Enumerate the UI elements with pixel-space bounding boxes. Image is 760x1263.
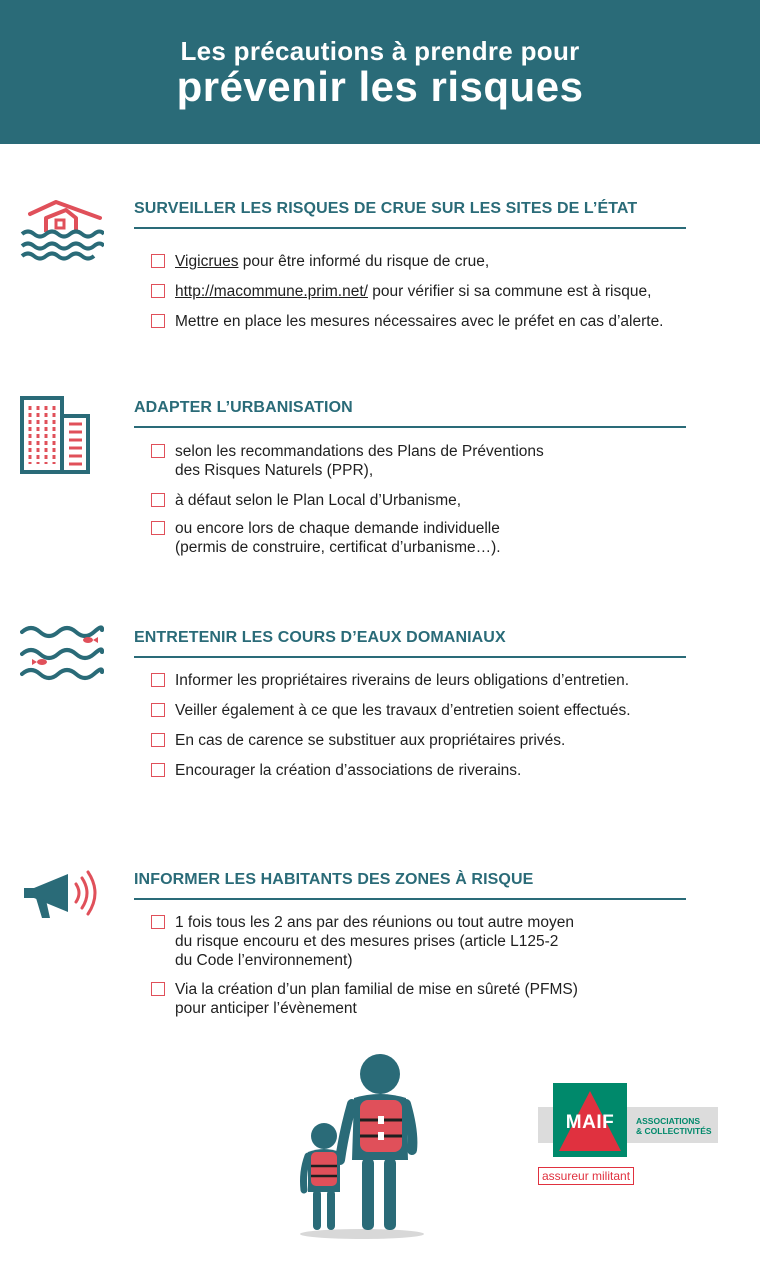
list-item	[151, 491, 731, 510]
item-text: En cas de carence se substituer aux propriétaires privés.	[175, 732, 566, 749]
logo-sub2: & COLLECTIVITÉS	[636, 1126, 712, 1136]
checkbox[interactable]	[151, 254, 165, 268]
page-title-line2: prévenir les risques	[176, 63, 584, 110]
checklist	[151, 252, 731, 331]
list-item	[151, 519, 731, 557]
checklist	[151, 671, 731, 780]
checkbox[interactable]	[151, 703, 165, 717]
item-text: à défaut selon le Plan Local d’Urbanisme,	[175, 492, 462, 509]
item-text: Mettre en place les mesures nécessaires avec le préfet en cas d’alerte.	[175, 313, 664, 330]
item-text: Veiller également à ce que les travaux d’entretien soient effectués.	[175, 702, 631, 719]
checkbox[interactable]	[151, 982, 165, 996]
megaphone-icon	[20, 866, 104, 924]
checklist	[151, 913, 731, 1018]
item-text: Encourager la création d’associations de riverains.	[175, 762, 522, 779]
list-item	[151, 701, 731, 720]
maif-logo	[538, 1083, 720, 1187]
logo-square	[553, 1083, 627, 1157]
header-banner	[0, 0, 760, 144]
waves-fish-icon	[20, 622, 104, 682]
section-title: INFORMER LES HABITANTS DES ZONES À RISQUE	[134, 871, 686, 900]
logo-tagline: assureur militant	[538, 1167, 634, 1185]
checkbox[interactable]	[151, 733, 165, 747]
item-text: des Risques Naturels (PPR),	[175, 462, 374, 479]
logo-sub1: ASSOCIATIONS	[636, 1116, 701, 1126]
flooded-house-icon	[18, 196, 104, 262]
checkbox[interactable]	[151, 521, 165, 535]
logo-brand: MAIF	[565, 1112, 615, 1133]
item-text: (permis de construire, certificat d’urbanisme…).	[175, 539, 501, 556]
vigicrues-link[interactable]: Vigicrues	[175, 253, 239, 270]
item-text: Via la création d’un plan familial de mise en sûreté (PFMS)	[175, 981, 578, 998]
item-text: 1 fois tous les 2 ans par des réunions ou tout autre moyen	[175, 914, 574, 931]
list-item	[151, 731, 731, 750]
item-text: Informer les propriétaires riverains de leurs obligations d’entretien.	[175, 672, 630, 689]
item-text: ou encore lors de chaque demande individuelle	[175, 520, 500, 537]
macommune-link[interactable]: http://macommune.prim.net/	[175, 283, 368, 300]
section-title: SURVEILLER LES RISQUES DE CRUE SUR LES SITES DE L’ÉTAT	[134, 200, 686, 229]
checkbox[interactable]	[151, 284, 165, 298]
list-item	[151, 252, 731, 271]
item-text: du risque encouru et des mesures prises (article L125-2	[175, 933, 559, 950]
checkbox[interactable]	[151, 673, 165, 687]
list-item	[151, 442, 731, 480]
checkbox[interactable]	[151, 314, 165, 328]
life-vest-people-illustration	[296, 1052, 426, 1242]
checklist	[151, 442, 731, 557]
list-item	[151, 980, 731, 1018]
list-item	[151, 761, 731, 780]
checkbox[interactable]	[151, 493, 165, 507]
list-item	[151, 671, 731, 690]
item-text: pour être informé du risque de crue,	[238, 253, 490, 270]
list-item	[151, 312, 731, 331]
list-item	[151, 913, 731, 970]
buildings-icon	[20, 396, 90, 474]
item-text: selon les recommandations des Plans de Préventions	[175, 443, 544, 460]
page-title-line1: Les précautions à prendre pour	[180, 36, 580, 66]
section-title: ADAPTER L’URBANISATION	[134, 399, 686, 428]
list-item	[151, 282, 731, 301]
item-text: du Code l’environnement)	[175, 952, 353, 969]
section-title: ENTRETENIR LES COURS D’EAUX DOMANIAUX	[134, 629, 686, 658]
checkbox[interactable]	[151, 444, 165, 458]
item-text: pour anticiper l’évènement	[175, 1000, 357, 1017]
item-text: pour vérifier si sa commune est à risque,	[367, 283, 652, 300]
checkbox[interactable]	[151, 763, 165, 777]
checkbox[interactable]	[151, 915, 165, 929]
